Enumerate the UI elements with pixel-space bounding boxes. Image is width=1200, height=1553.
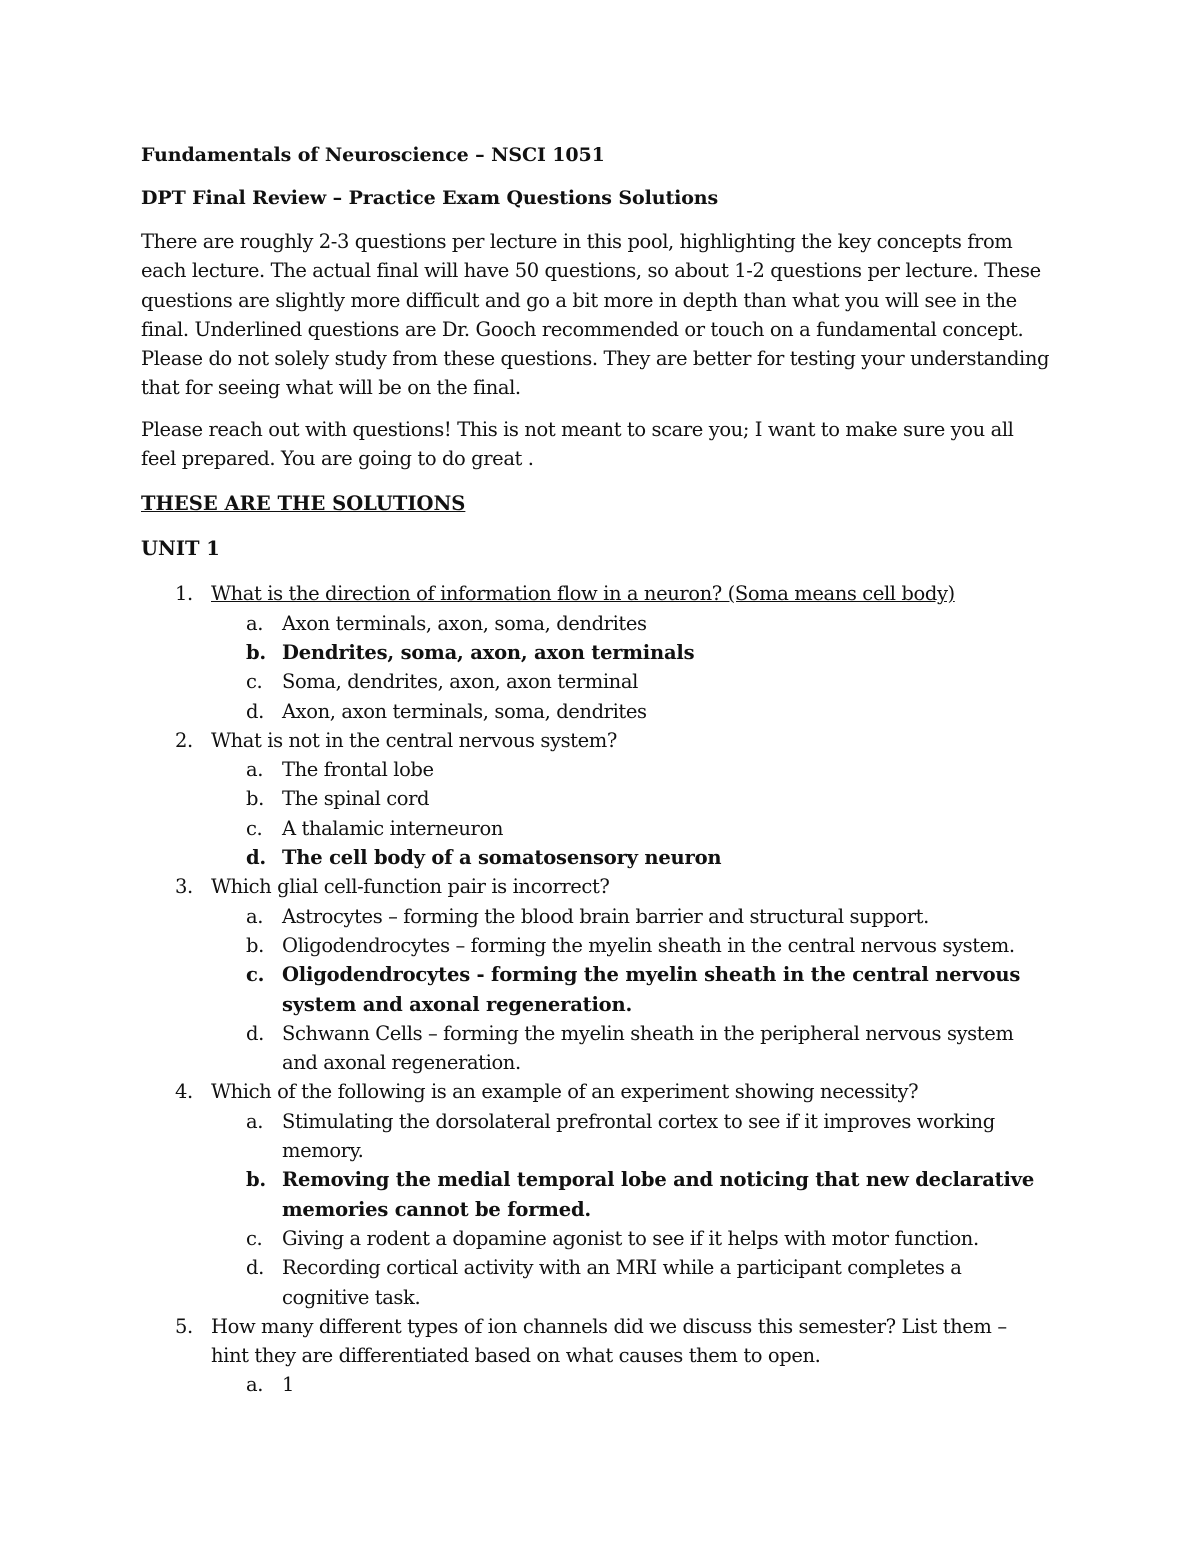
question-text: Which glial cell-function pair is incorrect? — [211, 875, 610, 899]
question-item — [141, 726, 1050, 872]
answer-options — [211, 755, 1050, 872]
correct-answer-option — [211, 960, 1050, 1019]
answer-option — [211, 667, 1050, 696]
option-letter: c. — [246, 963, 265, 987]
option-letter: a. — [246, 1109, 264, 1133]
option-text: Astrocytes – forming the blood brain barrier and structural support. — [282, 904, 929, 928]
question-text: What is the direction of information flow in a neuron? (Soma means cell body) — [211, 582, 955, 606]
question-list — [141, 579, 1050, 1399]
question-number: 4. — [175, 1080, 193, 1104]
solutions-heading: THESE ARE THE SOLUTIONS — [141, 492, 466, 516]
option-letter: b. — [246, 787, 264, 811]
option-letter: a. — [246, 758, 264, 782]
option-letter: d. — [246, 699, 264, 723]
question-number: 5. — [175, 1314, 193, 1338]
option-letter: b. — [246, 933, 264, 957]
answer-option — [211, 784, 1050, 813]
document-subtitle: DPT Final Review – Practice Exam Questions Solutions — [141, 187, 719, 209]
option-text: Oligodendrocytes – forming the myelin sheath in the central nervous system. — [282, 933, 1015, 957]
option-letter: a. — [246, 904, 264, 928]
answer-option — [211, 755, 1050, 784]
answer-options — [211, 1370, 1050, 1399]
question-item — [141, 579, 1050, 725]
option-letter: c. — [246, 816, 263, 840]
outreach-paragraph: Please reach out with questions! This is not meant to scare you; I want to make sure you all feel prepared. You are going to do great . — [141, 417, 1014, 471]
answer-option — [211, 902, 1050, 931]
option-letter: c. — [246, 1226, 263, 1250]
option-text: Giving a rodent a dopamine agonist to see if it helps with motor function. — [282, 1226, 979, 1250]
answer-option — [211, 814, 1050, 843]
question-text: Which of the following is an example of an experiment showing necessity? — [211, 1080, 919, 1104]
answer-option — [211, 1107, 1050, 1166]
option-text: Axon terminals, axon, soma, dendrites — [282, 611, 647, 635]
answer-option — [211, 1370, 1050, 1399]
question-text: How many different types of ion channels did we discuss this semester? List them – hint they are differentiated based on what causes them to open. — [211, 1314, 1007, 1368]
answer-options — [211, 1107, 1050, 1312]
correct-answer-option — [211, 843, 1050, 872]
answer-option — [211, 697, 1050, 726]
option-letter: b. — [246, 640, 267, 664]
question-number: 2. — [175, 728, 193, 752]
answer-option — [211, 931, 1050, 960]
answer-options — [211, 609, 1050, 726]
option-text: Schwann Cells – forming the myelin sheath in the peripheral nervous system and axonal regeneration. — [282, 1021, 1014, 1075]
option-text: The frontal lobe — [282, 758, 434, 782]
option-text: 1 — [282, 1373, 295, 1397]
correct-answer-option — [211, 1165, 1050, 1224]
question-item — [141, 872, 1050, 1077]
question-text: What is not in the central nervous system? — [211, 728, 617, 752]
option-letter: c. — [246, 670, 263, 694]
option-text: Recording cortical activity with an MRI while a participant completes a cognitive task. — [282, 1256, 962, 1309]
option-text: Stimulating the dorsolateral prefrontal cortex to see if it improves working memory. — [282, 1109, 995, 1163]
answer-option — [211, 1224, 1050, 1253]
option-text: The spinal cord — [282, 787, 430, 811]
answer-options — [211, 902, 1050, 1078]
question-number: 3. — [175, 875, 193, 899]
question-number: 1. — [175, 582, 193, 606]
question-item — [141, 1312, 1050, 1400]
option-letter: a. — [246, 1373, 264, 1397]
option-letter: d. — [246, 1256, 264, 1280]
option-letter: a. — [246, 611, 264, 635]
intro-paragraph: There are roughly 2-3 questions per lecture in this pool, highlighting the key concepts from each lecture. The actual final will have 50 questions, so about 1-2 questions per lecture. These questions are slightly more difficult and go a bit more in depth than what you will see in the final. Underlined questions are Dr. Gooch recommended or touch on a fundamental concept. Please do not solely study from these questions. They are better for testing your understanding that for seeing what will be on the final. — [141, 230, 1050, 400]
option-letter: b. — [246, 1168, 267, 1192]
correct-answer-option — [211, 638, 1050, 667]
option-text: Soma, dendrites, axon, axon terminal — [282, 670, 638, 694]
question-item — [141, 1077, 1050, 1311]
option-text: Oligodendrocytes - forming the myelin sheath in the central nervous system and axonal regeneration. — [282, 963, 1021, 1016]
answer-option — [211, 1253, 1050, 1312]
option-text: Dendrites, soma, axon, axon terminals — [282, 640, 695, 664]
option-text: The cell body of a somatosensory neuron — [282, 846, 722, 870]
unit-heading: UNIT 1 — [141, 537, 220, 561]
option-text: A thalamic interneuron — [282, 816, 503, 840]
answer-option — [211, 609, 1050, 638]
course-title: Fundamentals of Neuroscience – NSCI 1051 — [141, 144, 605, 166]
option-text: Removing the medial temporal lobe and noticing that new declarative memories cannot be formed. — [282, 1168, 1035, 1221]
option-text: Axon, axon terminals, soma, dendrites — [282, 699, 647, 723]
answer-option — [211, 1019, 1050, 1078]
option-letter: d. — [246, 1021, 264, 1045]
option-letter: d. — [246, 846, 267, 870]
